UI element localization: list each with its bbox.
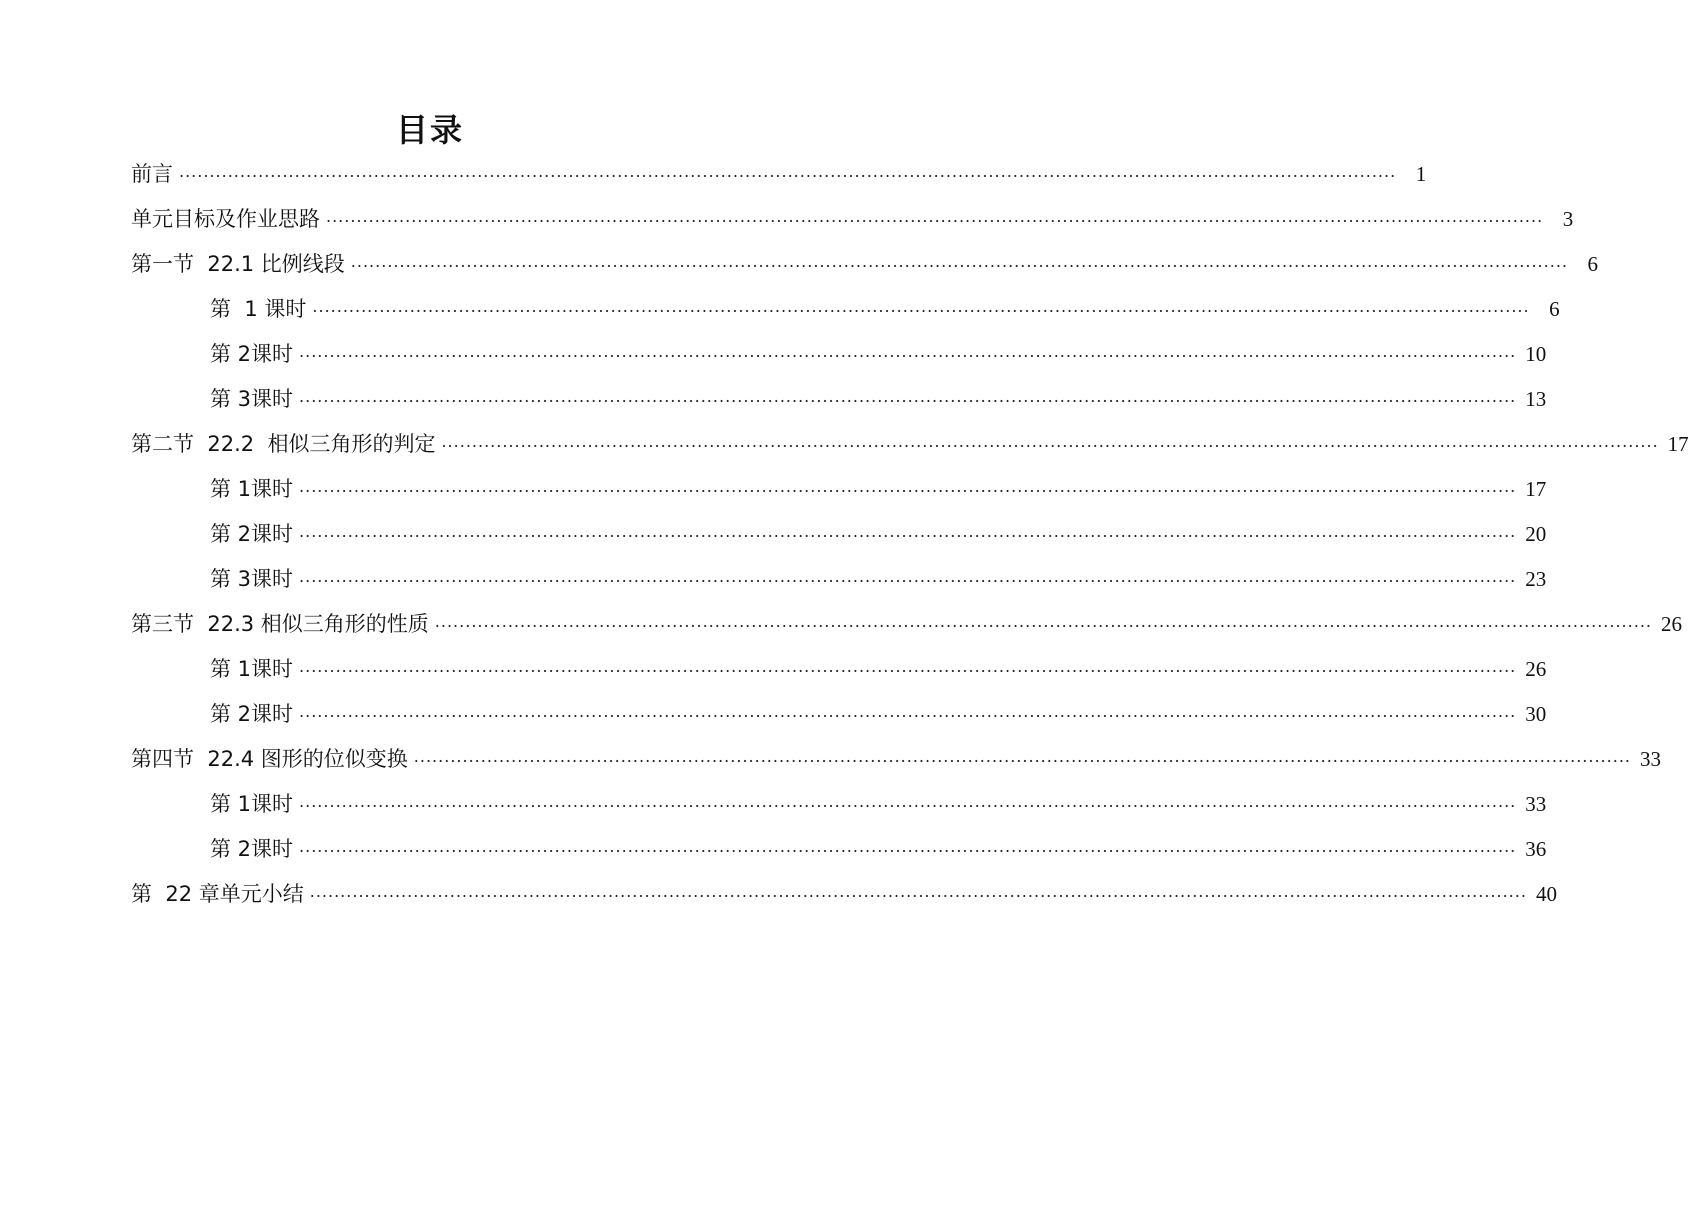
toc-entry-label: 第 1课时 bbox=[210, 477, 294, 501]
toc-entry-page-number: 17 bbox=[1667, 432, 1689, 456]
toc-entry-label: 第四节 22.4 图形的位似变换 bbox=[131, 747, 408, 771]
toc-entry-label: 第二节 22.2 相似三角形的判定 bbox=[131, 432, 436, 456]
dot-leader: ........................................................................................................................................................................................................ bbox=[312, 297, 1530, 316]
dot-leader: ........................................................................................................................................................................................................ bbox=[413, 747, 1631, 766]
toc-entry[interactable] bbox=[0, 152, 1427, 197]
toc-title: 目录 bbox=[395, 111, 464, 149]
toc-entry-page-number: 13 bbox=[1525, 387, 1547, 411]
toc-entry[interactable] bbox=[0, 512, 1547, 557]
dot-leader: ........................................................................................................................................................................................................ bbox=[179, 162, 1397, 181]
toc-entry-label: 单元目标及作业思路 bbox=[131, 207, 320, 231]
toc-entry-page-number: 36 bbox=[1525, 837, 1547, 861]
toc-entry[interactable] bbox=[0, 827, 1547, 872]
toc-entry-page-number: 23 bbox=[1525, 567, 1547, 591]
dot-leader: ........................................................................................................................................................................................................ bbox=[299, 342, 1517, 361]
dot-leader: ........................................................................................................................................................................................................ bbox=[434, 612, 1652, 631]
toc-entry[interactable] bbox=[0, 242, 1598, 287]
toc-entry-label: 第 2课时 bbox=[210, 702, 294, 726]
toc-entry[interactable] bbox=[0, 197, 1574, 242]
toc-entry[interactable] bbox=[0, 467, 1547, 512]
toc-entry-page-number: 3 bbox=[1562, 207, 1574, 231]
toc-entry-label: 前言 bbox=[131, 162, 173, 186]
toc-entry-label: 第一节 22.1 比例线段 bbox=[131, 252, 345, 276]
toc-entry[interactable] bbox=[0, 872, 1557, 917]
dot-leader: ........................................................................................................................................................................................................ bbox=[299, 792, 1517, 811]
toc-entry[interactable] bbox=[0, 782, 1547, 827]
toc-entry-label: 第三节 22.3 相似三角形的性质 bbox=[131, 612, 429, 636]
dot-leader: ........................................................................................................................................................................................................ bbox=[309, 882, 1527, 901]
toc-entry[interactable] bbox=[0, 557, 1547, 602]
toc-entry-page-number: 26 bbox=[1525, 657, 1547, 681]
toc-entry-page-number: 30 bbox=[1525, 702, 1547, 726]
toc-entry-page-number: 6 bbox=[1587, 252, 1598, 276]
toc-entry[interactable] bbox=[0, 602, 1682, 647]
toc-entry-page-number: 6 bbox=[1549, 297, 1560, 321]
toc-entry-label: 第 1课时 bbox=[210, 657, 294, 681]
toc-entry-page-number: 1 bbox=[1415, 162, 1427, 186]
toc-entry[interactable] bbox=[0, 737, 1661, 782]
dot-leader: ........................................................................................................................................................................................................ bbox=[299, 702, 1517, 721]
toc-entry-page-number: 17 bbox=[1525, 477, 1547, 501]
toc-entry-label: 第 3课时 bbox=[210, 387, 294, 411]
dot-leader: ........................................................................................................................................................................................................ bbox=[441, 432, 1659, 451]
toc-entry-label: 第 1课时 bbox=[210, 792, 294, 816]
toc-entry-label: 第 2课时 bbox=[210, 342, 294, 366]
dot-leader: ........................................................................................................................................................................................................ bbox=[350, 252, 1568, 271]
dot-leader: ........................................................................................................................................................................................................ bbox=[299, 522, 1517, 541]
toc-entry-page-number: 40 bbox=[1535, 882, 1557, 906]
dot-leader: ........................................................................................................................................................................................................ bbox=[299, 657, 1517, 676]
dot-leader: ........................................................................................................................................................................................................ bbox=[326, 207, 1544, 226]
toc-entry-page-number: 33 bbox=[1639, 747, 1661, 771]
toc-entry-label: 第 22 章单元小结 bbox=[131, 882, 304, 906]
toc-entry-page-number: 26 bbox=[1660, 612, 1682, 636]
toc-entry[interactable] bbox=[0, 692, 1547, 737]
toc-entry-page-number: 10 bbox=[1525, 342, 1547, 366]
dot-leader: ........................................................................................................................................................................................................ bbox=[299, 387, 1517, 406]
dot-leader: ........................................................................................................................................................................................................ bbox=[299, 477, 1517, 496]
toc-entry[interactable] bbox=[0, 377, 1547, 422]
toc-entry-label: 第 2课时 bbox=[210, 837, 294, 861]
toc-entry[interactable] bbox=[0, 332, 1547, 377]
toc-entry[interactable] bbox=[0, 287, 1560, 332]
toc-entry[interactable] bbox=[0, 422, 1689, 467]
toc-entry[interactable] bbox=[0, 647, 1547, 692]
toc-entry-label: 第 1 课时 bbox=[210, 297, 307, 321]
toc-entry-page-number: 20 bbox=[1525, 522, 1547, 546]
toc-entry-label: 第 3课时 bbox=[210, 567, 294, 591]
dot-leader: ........................................................................................................................................................................................................ bbox=[299, 837, 1517, 856]
dot-leader: ........................................................................................................................................................................................................ bbox=[299, 567, 1517, 586]
toc-entry-page-number: 33 bbox=[1525, 792, 1547, 816]
toc-entry-label: 第 2课时 bbox=[210, 522, 294, 546]
table-of-contents bbox=[0, 152, 1689, 917]
